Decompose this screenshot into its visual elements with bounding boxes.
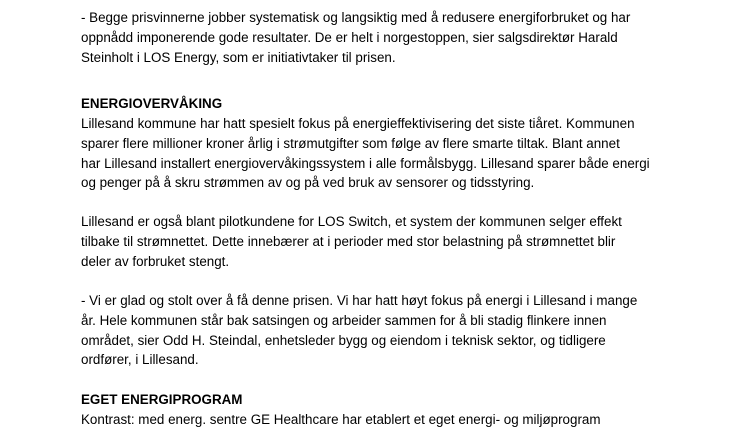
paragraph-3	[81, 212, 681, 271]
paragraph-line: deler av forbruket stengt.	[81, 253, 230, 269]
paragraph-line: år. Hele kommunen står bak satsingen og arbeider sammen for å bli stadig flinkere innen	[81, 312, 607, 328]
section-heading-energiovervaking: ENERGIOVERVÅKING	[81, 96, 223, 111]
paragraph-line: tilbake til strømnettet. Dette innebærer at i perioder med stor belastning på strømnettet blir	[81, 233, 616, 249]
paragraph-line: Lillesand kommune har hatt spesielt fokus på energieffektivisering det siste tiåret. Kommunen	[81, 116, 635, 131]
paragraph-4	[81, 291, 681, 370]
paragraph-5-partial: Kontrast: med energ. sentre GE Healthcare har etablert et eget energi- og miljøprogram	[81, 412, 601, 427]
paragraph-line: oppnådd imponerende gode resultater. De er helt i norgestoppen, sier salgsdirektør Harald	[81, 29, 618, 45]
paragraph-1	[81, 8, 681, 67]
paragraph-line: Steinholt i LOS Energy, som er initiativtaker til prisen.	[81, 49, 396, 65]
paragraph-line: - Vi er glad og stolt over å få denne prisen. Vi har hatt høyt fokus på energi i Lillesand i mange	[81, 293, 638, 308]
paragraph-2	[81, 114, 681, 193]
paragraph-line: Lillesand er også blant pilotkundene for LOS Switch, et system der kommunen selger effekt	[81, 214, 622, 229]
paragraph-line: har Lillesand installert energiovervåkingssystem i alle formålsbygg. Lillesand sparer både energi	[81, 155, 650, 171]
paragraph-line: og penger på å skru strømmen av og på ved bruk av sensorer og tidsstyring.	[81, 175, 535, 191]
section-heading-eget-energiprogram: EGET ENERGIPROGRAM	[81, 392, 243, 407]
paragraph-line: ordfører, i Lillesand.	[81, 352, 199, 368]
paragraph-line: området, sier Odd H. Steindal, enhetsleder bygg og eiendom i teknisk sektor, og tidligere	[81, 332, 606, 348]
paragraph-line: sparer flere millioner kroner årlig i strømutgifter som følge av flere smarte tiltak. Blant annet	[81, 135, 620, 151]
paragraph-line: - Begge prisvinnerne jobber systematisk og langsiktig med å redusere energiforbruket og har	[81, 10, 631, 25]
